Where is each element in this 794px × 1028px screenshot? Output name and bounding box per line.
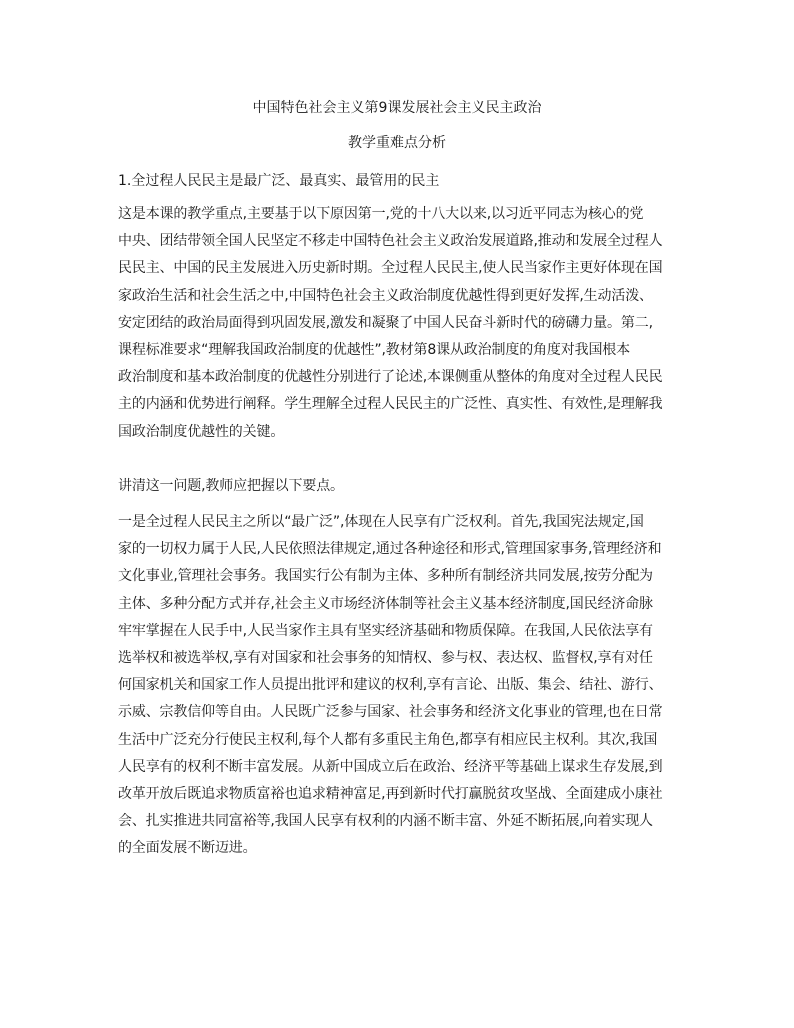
paragraph-line: 人民享有的权利不断丰富发展。从新中国成立后在政治、经济平等基础上谋求生存发展,到 xyxy=(118,758,663,775)
paragraph-line: 一是全过程人民民主之所以“最广泛”,体现在人民享有广泛权利。首先,我国宪法规定,国 xyxy=(118,514,644,530)
paragraph-line: 国政治制度优越性的关键。 xyxy=(118,423,285,440)
paragraph-line: 会、扎实推进共同富裕等,我国人民享有权利的内涵不断丰富、外延不断拓展,向着实现人 xyxy=(118,813,653,830)
paragraph-1 xyxy=(118,201,680,446)
paragraph-line: 民民主、中国的民主发展进入历史新时期。全过程人民民主,使人民当家作主更好体现在国 xyxy=(118,260,663,277)
paragraph-line: 示威、宗教信仰等自由。人民既广泛参与国家、社会事务和经济文化事业的管理,也在日常 xyxy=(118,704,663,721)
paragraph-line: 课程标准要求“理解我国政治制度的优越性”,教材第8课从政治制度的角度对我国根本 xyxy=(118,342,631,359)
paragraph-line: 文化事业,管理社会事务。我国实行公有制为主体、多种所有制经济共同发展,按劳分配为 xyxy=(118,568,653,585)
paragraph-line: 家政治生活和社会生活之中,中国特色社会主义政治制度优越性得到更好发挥,生动活泼、 xyxy=(118,287,653,304)
paragraph-line: 的全面发展不断迈进。 xyxy=(118,840,257,857)
paragraph-line: 改革开放后既追求物质富裕也追求精神富足,再到新时代打赢脱贫攻坚战、全面建成小康社 xyxy=(118,786,663,803)
paragraph-2: 讲清这一问题,教师应把握以下要点。 xyxy=(118,478,344,494)
paragraph-line: 主体、多种分配方式并存,社会主义市场经济体制等社会主义基本经济制度,国民经济命脉 xyxy=(118,595,653,612)
document-title: 中国特色社会主义第9课发展社会主义民主政治 xyxy=(252,100,542,116)
paragraph-line: 政治制度和基本政治制度的优越性分别进行了论述,本课侧重从整体的角度对全过程人民民 xyxy=(118,369,663,386)
paragraph-line: 这是本课的教学重点,主要基于以下原因第一,党的十八大以来,以习近平同志为核心的党 xyxy=(118,206,644,222)
paragraph-line: 安定团结的政治局面得到巩固发展,激发和凝聚了中国人民奋斗新时代的磅礴力量。第二, xyxy=(118,314,653,331)
paragraph-line: 生活中广泛充分行使民主权利,每个人都有多重民主角色,都享有相应民主权利。其次,我国 xyxy=(118,731,658,748)
document-subtitle: 教学重难点分析 xyxy=(348,135,446,151)
paragraph-line: 何国家机关和国家工作人员提出批评和建议的权利,享有言论、出版、集会、结社、游行、 xyxy=(118,677,663,694)
section-heading: 1.全过程人民民主是最广泛、最真实、最管用的民主 xyxy=(118,173,440,189)
paragraph-line: 家的一切权力属于人民,人民依照法律规定,通过各种途径和形式,管理国家事务,管理经济和 xyxy=(118,541,662,558)
paragraph-line: 选举权和被选举权,享有对国家和社会事务的知情权、参与权、表达权、监督权,享有对任 xyxy=(118,650,653,667)
paragraph-line: 主的内涵和优势进行阐释。学生理解全过程人民民主的广泛性、真实性、有效性,是理解我 xyxy=(118,396,663,413)
paragraph-3 xyxy=(118,509,680,863)
paragraph-line: 牢牢掌握在人民手中,人民当家作主具有坚实经济基础和物质保障。在我国,人民依法享有 xyxy=(118,622,653,639)
paragraph-line: 中央、团结带领全国人民坚定不移走中国特色社会主义政治发展道路,推动和发展全过程人 xyxy=(118,233,663,250)
